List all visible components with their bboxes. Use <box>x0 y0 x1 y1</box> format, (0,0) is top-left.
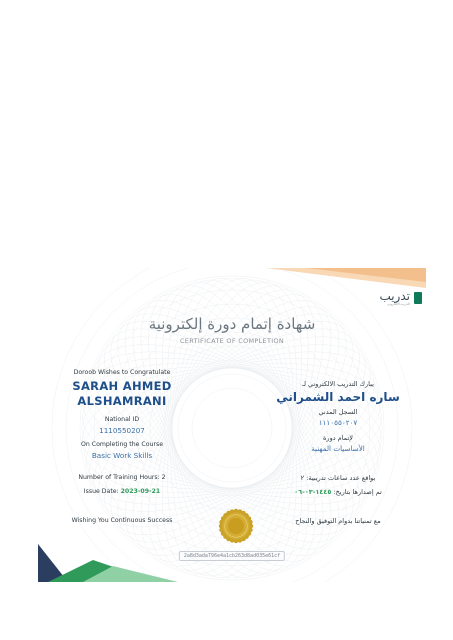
training-hours-ar: بواقع عدد ساعات تدريبية: ٢ <box>300 474 376 482</box>
recipient-name-en-line2: ALSHAMRANI <box>77 394 167 408</box>
congratulate-text-en: Doroob Wishes to Congratulate <box>73 369 171 376</box>
issue-date-value-ar: ١٤٤٥-٠٣-٠٦ <box>294 488 332 496</box>
corner-decoration-top-right <box>266 268 426 288</box>
course-name-ar: الأساسيات المهنية <box>311 444 365 453</box>
tadreeb-logo <box>379 290 422 306</box>
completing-label-ar: لإتمام دورة <box>323 434 353 442</box>
training-hours-en: Number of Training Hours: 2 <box>78 474 166 481</box>
logo-subtitle: التدريب الالكتروني <box>387 302 410 306</box>
recipient-name-en-line1: SARAH AHMED <box>72 379 172 393</box>
corner-decoration-bottom-left <box>38 536 178 582</box>
verification-code[interactable]: 2a8d3ada796e4a1cb263d8ad035e61cf <box>179 551 285 561</box>
issue-date-en <box>47 488 197 495</box>
national-id-value: 1110550207 <box>99 426 145 435</box>
national-id-label: National ID <box>104 416 140 423</box>
civil-id-value: ١١١٠٥٥٠٢٠٧ <box>318 418 358 427</box>
completing-label-en: On Completing the Course <box>80 441 164 448</box>
recipient-name-ar: ساره احمد الشمراني <box>276 390 400 404</box>
logo-name: تدريب <box>379 289 410 303</box>
course-name-en: Basic Work Skills <box>91 451 153 460</box>
wish-text-ar: مع تمنياتنا بدوام التوفيق والنجاح <box>295 517 381 525</box>
wish-text-en: Wishing You Continuous Success <box>71 517 173 524</box>
title-english: CERTIFICATE OF COMPLETION <box>179 337 285 345</box>
certificate <box>38 268 426 582</box>
issue-date-label-ar: تم إصدارها بتاريخ: <box>333 488 382 496</box>
gold-seal-icon <box>218 508 254 544</box>
congratulate-text-ar: يبارك التدريب الالكتروني لـ <box>302 380 374 388</box>
issue-date-value-en: 2023-09-21 <box>120 488 161 495</box>
issue-date-ar <box>258 488 418 496</box>
civil-id-label: السجل المدني <box>318 408 358 416</box>
issue-date-label-en: Issue Date: <box>83 488 119 495</box>
logo-mark-icon <box>414 292 422 304</box>
title-arabic: شهادة إتمام دورة إلكترونية <box>148 315 316 333</box>
